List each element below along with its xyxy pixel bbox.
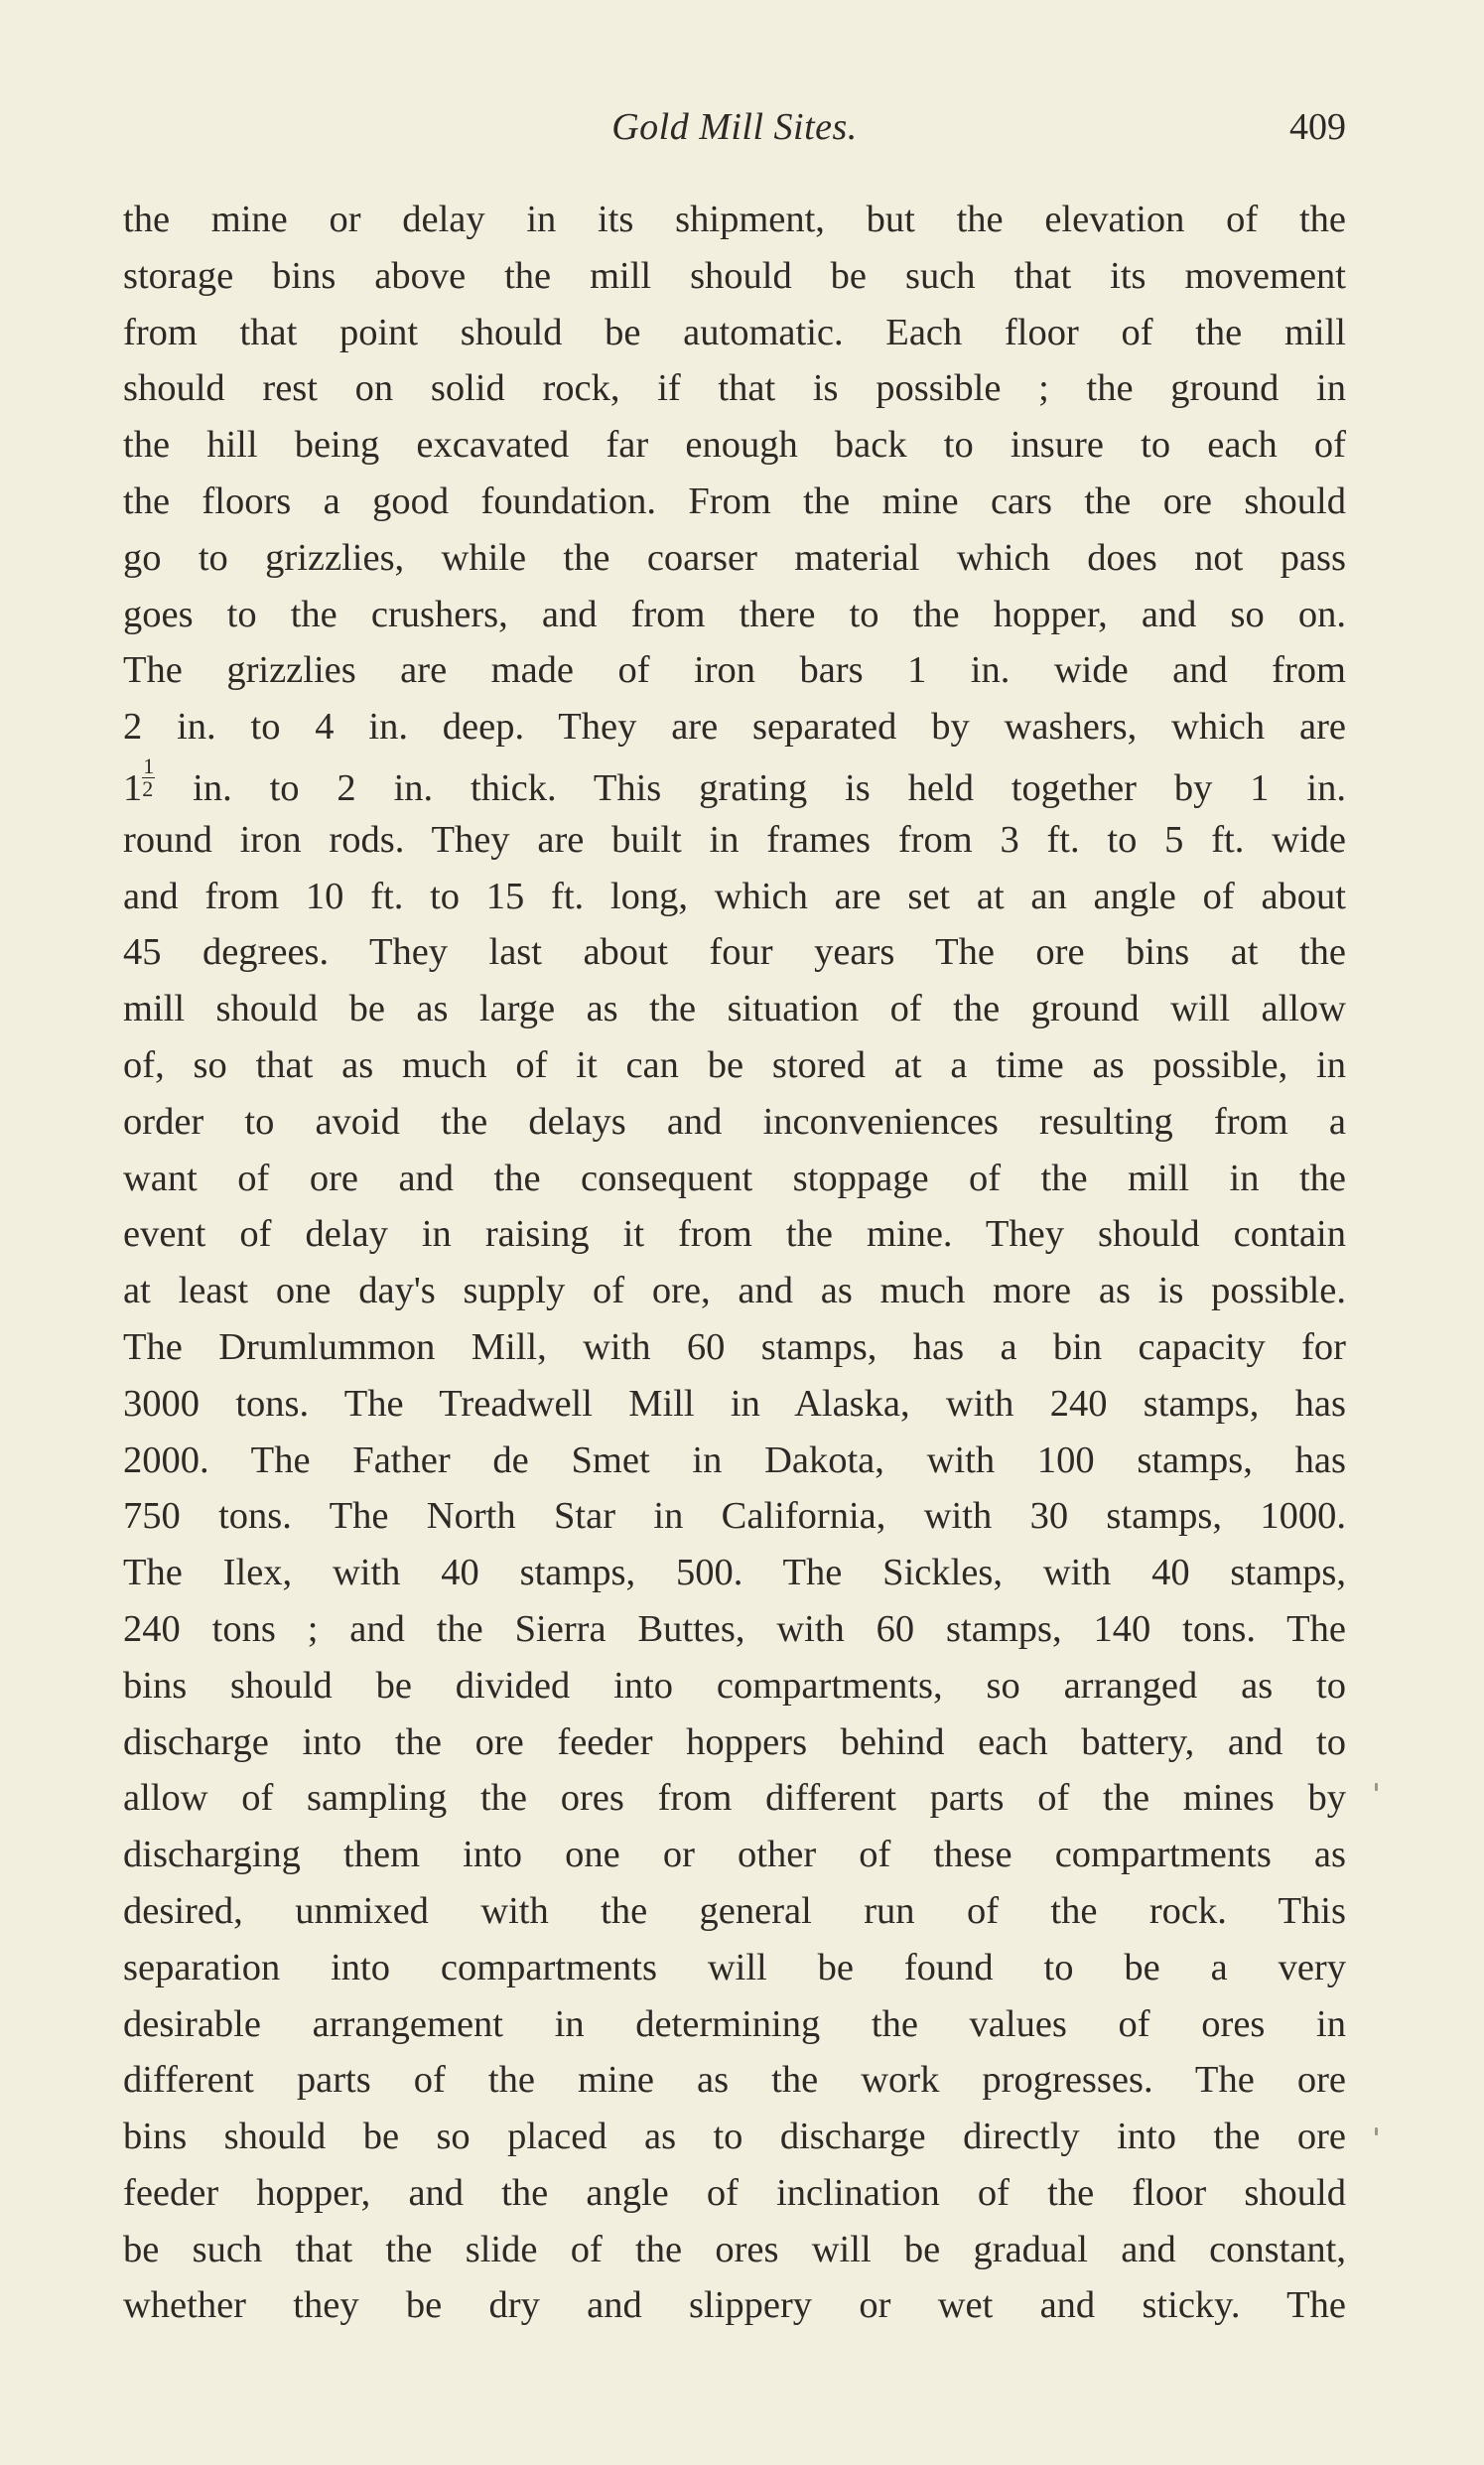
text-line: 3000 tons. The Treadwell Mill in Alaska, with 240 stamps, has	[123, 1382, 1346, 1425]
text-line: whether they be dry and slippery or wet and sticky. The	[123, 2284, 1346, 2327]
fraction-denominator: 2	[142, 775, 154, 801]
text-line: 2 in. to 4 in. deep. They are separated by washers, which are	[123, 706, 1346, 749]
text-line: mill should be as large as the situation of the ground will allow	[123, 988, 1346, 1030]
text-line: 240 tons ; and the Sierra Buttes, with 60 stamps, 140 tons. The	[123, 1607, 1346, 1650]
text-line: The Ilex, with 40 stamps, 500. The Sickles, with 40 stamps,	[123, 1552, 1346, 1594]
running-title: Gold Mill Sites.	[611, 106, 858, 148]
body-text	[123, 192, 1346, 2334]
text-line: of, so that as much of it can be stored at a time as possible, in	[123, 1043, 1346, 1086]
text-line: and from 10 ft. to 15 ft. long, which are set at an angle of about	[123, 875, 1346, 917]
text-line: event of delay in raising it from the mine. They should contain	[123, 1213, 1346, 1256]
text-line: at least one day's supply of ore, and as much more as is possible.	[123, 1270, 1346, 1312]
text-line: storage bins above the mill should be such that its movement	[123, 254, 1346, 297]
text-line: allow of sampling the ores from different parts of the mines by	[123, 1777, 1346, 1820]
text-line: The grizzlies are made of iron bars 1 in. wide and from	[123, 649, 1346, 692]
fraction-one-half	[142, 755, 155, 800]
page-number: 409	[1289, 106, 1346, 148]
text-line: the hill being excavated far enough back to insure to each of	[123, 424, 1346, 467]
text-line: desirable arrangement in determining the values of ores in	[123, 2002, 1346, 2045]
text-line: should rest on solid rock, if that is possible ; the ground in	[123, 367, 1346, 410]
text-line: The Drumlummon Mill, with 60 stamps, has a bin capacity for	[123, 1325, 1346, 1368]
running-head	[123, 97, 1346, 157]
text-line: go to grizzlies, while the coarser material which does not pass	[123, 536, 1346, 579]
paper-speck	[1375, 1783, 1378, 1791]
text-line: round iron rods. They are built in frames from 3 ft. to 5 ft. wide	[123, 818, 1346, 861]
text-line: feeder hopper, and the angle of inclination of the floor should	[123, 2171, 1346, 2214]
fraction-whole: 1	[123, 766, 143, 809]
text-line: desired, unmixed with the general run of the rock. This	[123, 1889, 1346, 1932]
fraction-numerator: 1	[143, 753, 155, 778]
text-line: 45 degrees. They last about four years The ore bins at the	[123, 931, 1346, 974]
text-line: discharging them into one or other of these compartments as	[123, 1834, 1346, 1876]
text-line: separation into compartments will be found to be a very	[123, 1946, 1346, 1988]
text-line: bins should be so placed as to discharge directly into the ore	[123, 2116, 1346, 2158]
text-line-fraction	[123, 755, 1346, 812]
text-line: different parts of the mine as the work progresses. The ore	[123, 2059, 1346, 2102]
text-line: want of ore and the consequent stoppage of the mill in the	[123, 1157, 1346, 1199]
text-line: goes to the crushers, and from there to the hopper, and so on.	[123, 593, 1346, 635]
text-line: 750 tons. The North Star in California, with 30 stamps, 1000.	[123, 1495, 1346, 1538]
fraction-line-rest: in. to 2 in. thick. This grating is held together by 1 in.	[155, 766, 1346, 809]
text-line: the mine or delay in its shipment, but the elevation of the	[123, 199, 1346, 240]
text-line: discharge into the ore feeder hoppers behind each battery, and to	[123, 1720, 1346, 1763]
paper-speck	[1375, 2127, 1378, 2135]
text-line: be such that the slide of the ores will be gradual and constant,	[123, 2228, 1346, 2270]
text-line: bins should be divided into compartments, so arranged as to	[123, 1664, 1346, 1707]
text-line: 2000. The Father de Smet in Dakota, with 100 stamps, has	[123, 1438, 1346, 1481]
text-line: order to avoid the delays and inconveniences resulting from a	[123, 1100, 1346, 1143]
text-line: from that point should be automatic. Each floor of the mill	[123, 311, 1346, 353]
text-line: the floors a good foundation. From the mine cars the ore should	[123, 479, 1346, 522]
